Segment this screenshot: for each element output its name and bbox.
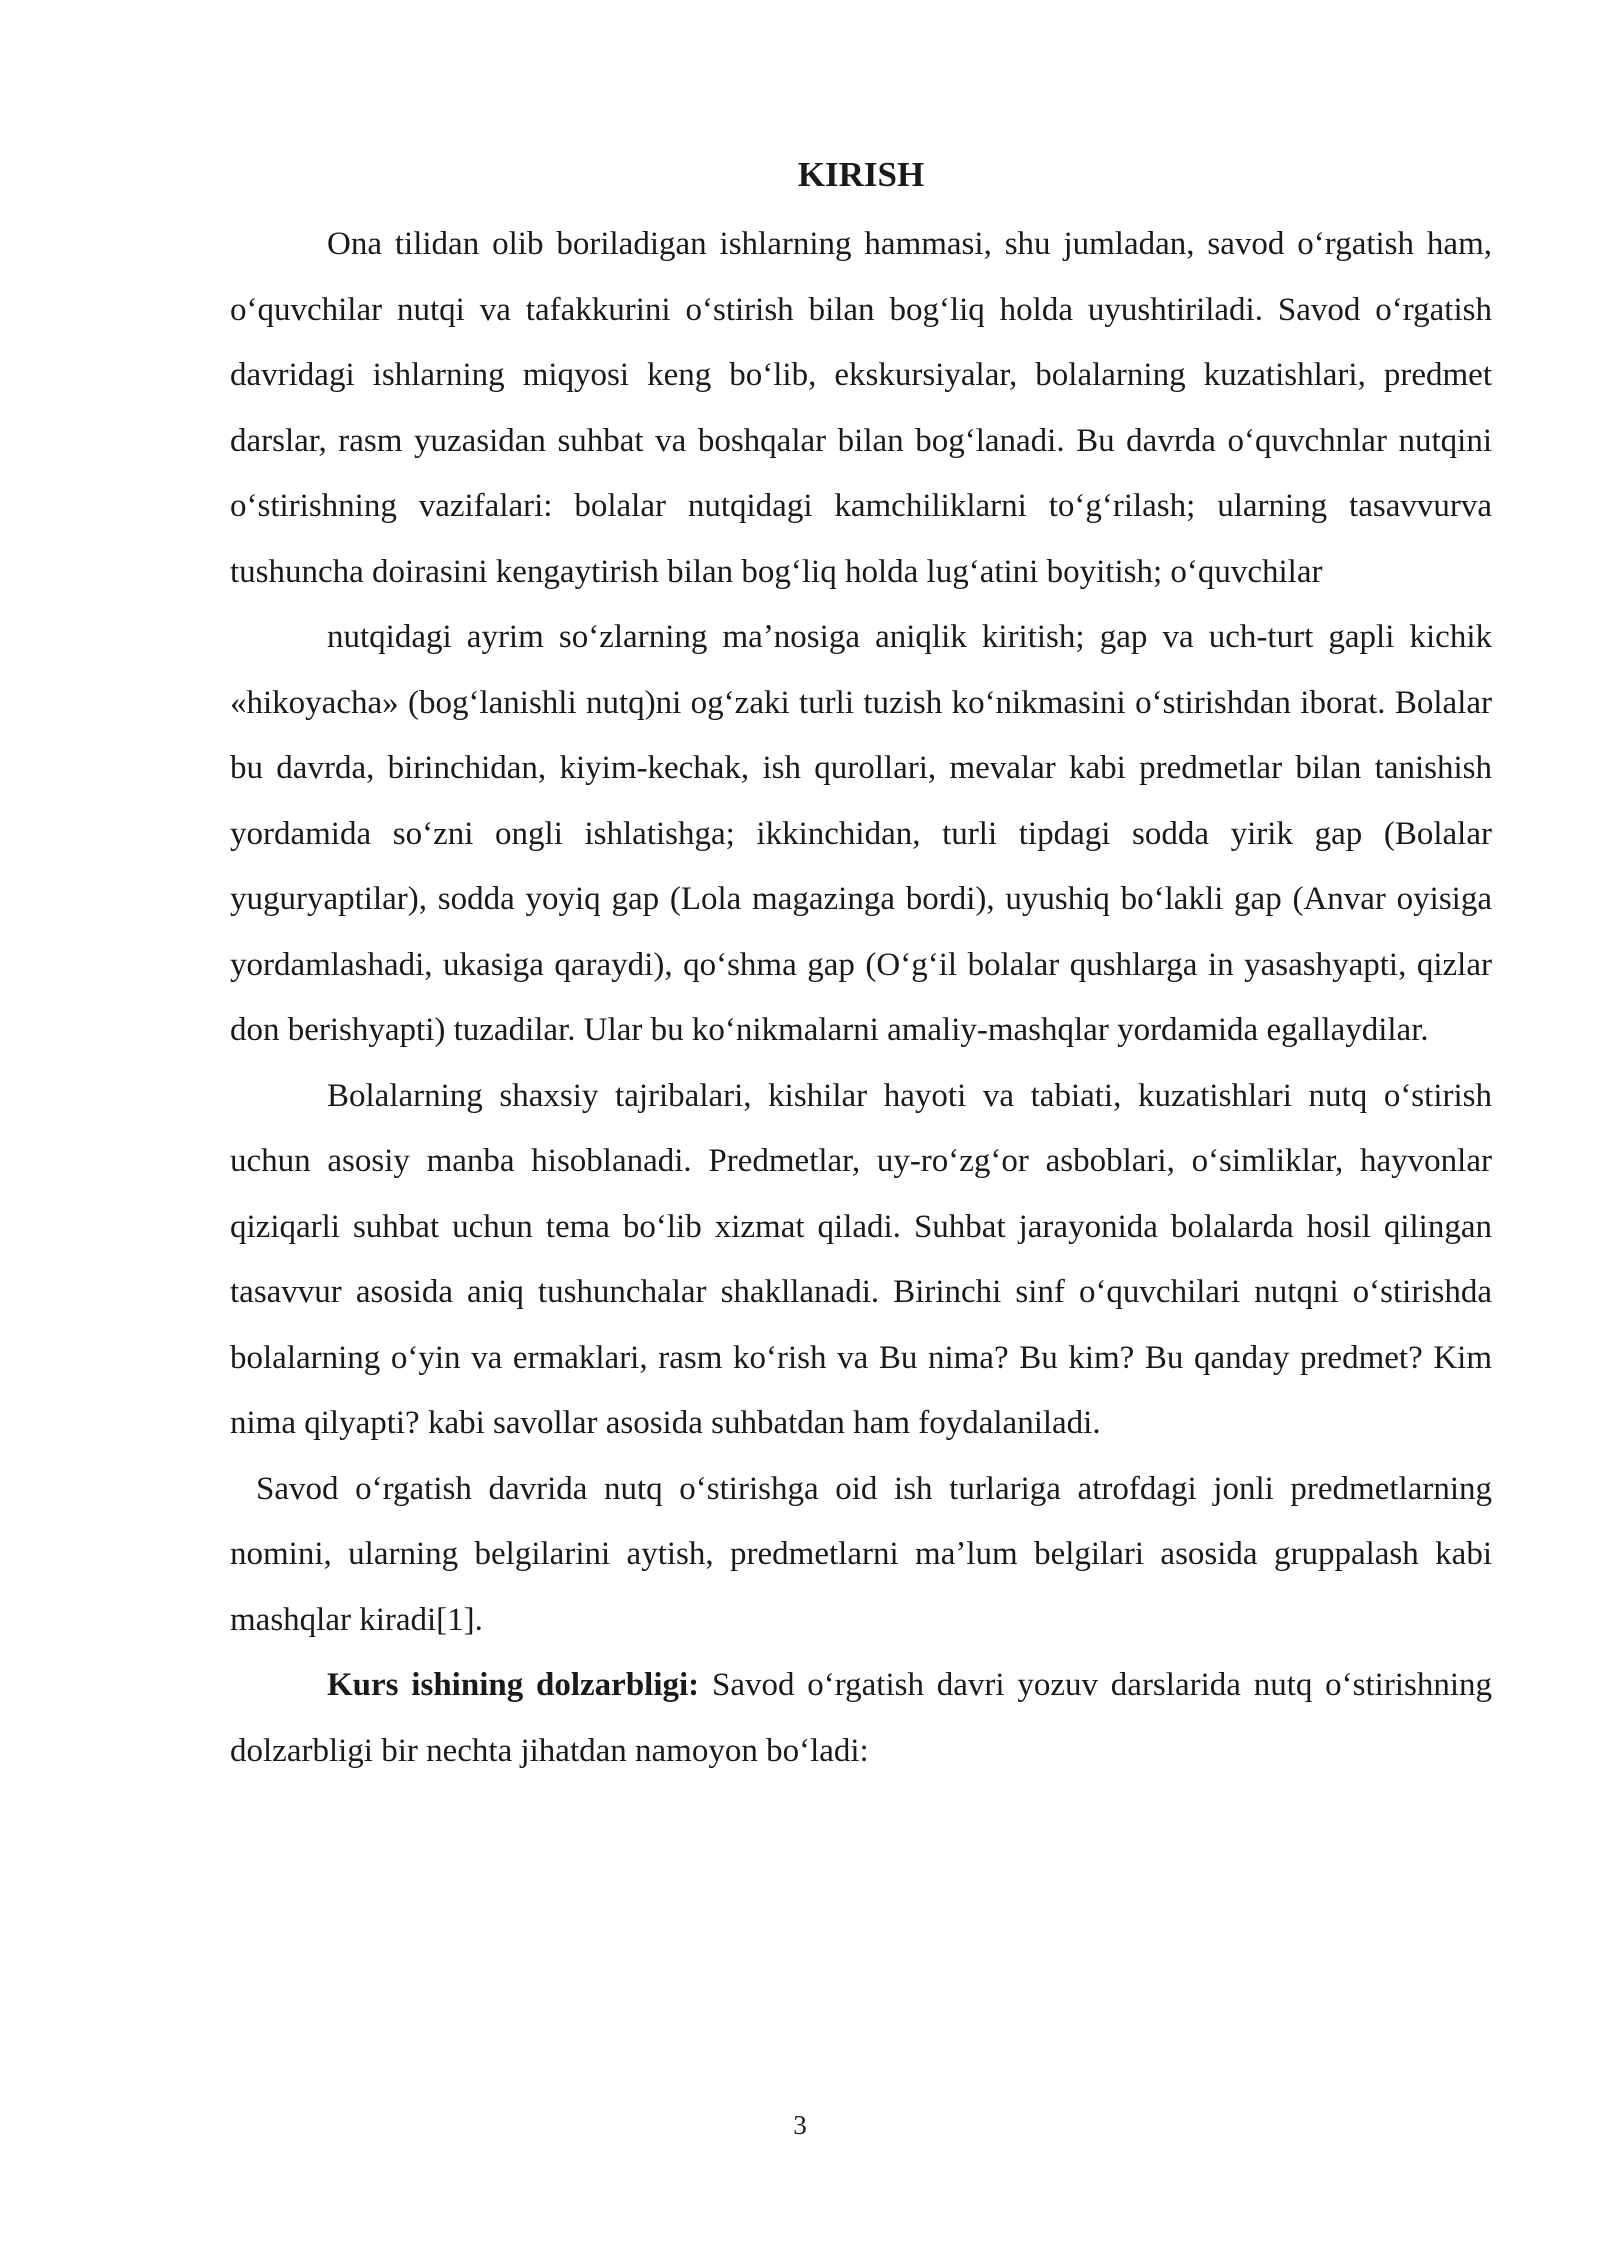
- relevance-heading: Kurs ishining dolzarbligi:: [327, 1667, 700, 1703]
- paragraph-speech-tasks: nutqidagi ayrim soʻzlarning maʼnosiga aniqlik kiritish; gap va uch-turt gapli kichik «hikoyacha» (bogʻlanishli nutq)ni ogʻzaki turli tuzish koʻnikmasini oʻstirishdan iborat. Bolalar bu davrda, birinchidan, kiyim-kechak, ish qurollari, mevalar kabi predmetlar bilan tanishish yordamida soʻzni ongli ishlatishga; ikkinchidan, turli tipdagi sodda yirik gap (Bolalar yuguryaptilar), sodda yoyiq gap (Lola magazinga bordi), uyushiq boʻlakli gap (Anvar oyisiga yordamlashadi, ukasiga qaraydi), qoʻshma gap (Oʻgʻil bolalar qushlarga in yasashyapti, qizlar don berishyapti) tuzadilar. Ular bu koʻnikmalarni amaliy-mashqlar yordamida egallaydilar.: [230, 619, 1492, 1048]
- paragraph-exercise-types: Savod oʻrgatish davrida nutq oʻstirishga oid ish turlariga atrofdagi jonli predmetlarning nomini, ularning belgilarini aytish, predmetlarni maʼlum belgilari asosida gruppalash kabi mashqlar kiradi[1].: [230, 1470, 1492, 1638]
- page-number: 3: [793, 2110, 807, 2140]
- relevance-text: Savod oʻrgatish davri yozuv darslarida nutq oʻstirishning dolzarbligi bir nechta jihatdan namoyon boʻladi:: [230, 1667, 1492, 1769]
- paragraph-relevance: [230, 1653, 1492, 1784]
- paragraph-experience-sources: Bolalarning shaxsiy tajribalari, kishilar hayoti va tabiati, kuzatishlari nutq oʻstirish uchun asosiy manba hisoblanadi. Predmetlar, uy-roʻzgʻor asboblari, oʻsimliklar, hayvonlar qiziqarli suhbat uchun tema boʻlib xizmat qiladi. Suhbat jarayonida bolalarda hosil qilingan tasavvur asosida aniq tushunchalar shakllanadi. Birinchi sinf oʻquvchilari nutqni oʻstirishda bolalarning oʻyin va ermaklari, rasm koʻrish va Bu nima? Bu kim? Bu qanday predmet? Kim nima qilyapti? kabi savollar asosida suhbatdan ham foydalaniladi.: [230, 1077, 1492, 1441]
- paragraph-intro: Ona tilidan olib boriladigan ishlarning hammasi, shu jumladan, savod oʻrgatish ham, oʻquvchilar nutqi va tafakkurini oʻstirish bilan bogʻliq holda uyushtiriladi. Savod oʻrgatish davridagi ishlarning miqyosi keng boʻlib, ekskursiyalar, bolalarning kuzatishlari, predmet darslar, rasm yuzasidan suhbat va boshqalar bilan bogʻlanadi. Bu davrda oʻquvchnlar nutqini oʻstirishning vazifalari: bolalar nutqidagi kamchiliklarni toʻgʻrilash; ularning tasavvurva tushuncha doirasini kengaytirish bilan bogʻliq holda lugʻatini boyitish; oʻquvchilar: [230, 226, 1492, 590]
- section-title: KIRISH: [797, 155, 925, 194]
- document-page: [230, 148, 1492, 1784]
